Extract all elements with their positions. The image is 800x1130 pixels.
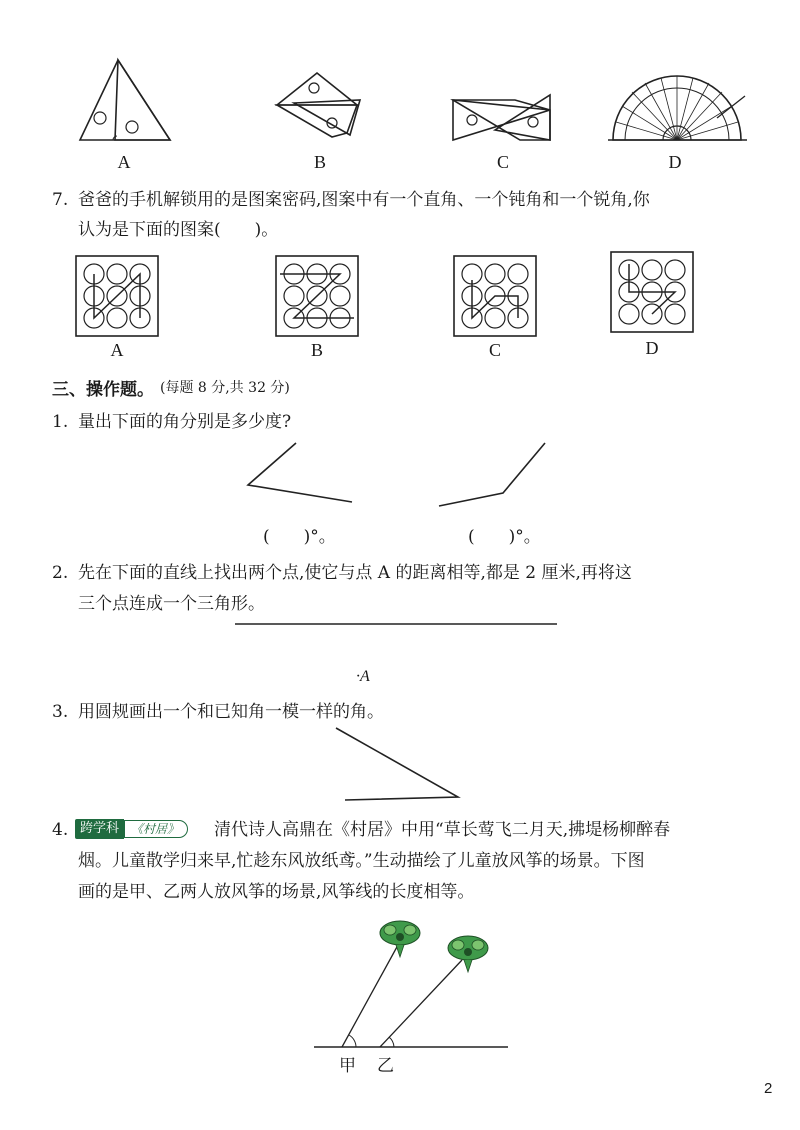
q1-text: 量出下面的角分别是多少度?: [78, 412, 292, 432]
q7-option-d[interactable]: D: [645, 338, 659, 358]
q7-line2: 认为是下面的图案( )。: [78, 220, 279, 240]
q7-option-a[interactable]: A: [110, 340, 124, 360]
q1-number: 1.: [52, 412, 69, 432]
q2-line2: 三个点连成一个三角形。: [78, 594, 265, 614]
q4-line3: 画的是甲、乙两人放风筝的场景,风筝线的长度相等。: [78, 882, 475, 902]
q4-number: 4.: [52, 820, 69, 840]
q7-pattern-c: [453, 255, 538, 337]
q7-pattern-b: [275, 255, 360, 337]
q4-line2: 烟。儿童散学归来早,忙趁东风放纸鸢。”生动描绘了儿童放风筝的场景。下图: [78, 851, 645, 871]
q2-line1: 先在下面的直线上找出两个点,使它与点 A 的距离相等,都是 2 厘米,再将这: [78, 563, 632, 583]
q2-straight-line[interactable]: [235, 622, 560, 626]
q4-label-yi: 乙: [377, 1056, 394, 1076]
q6-option-b[interactable]: B: [313, 152, 326, 172]
q4-tag: [75, 819, 188, 839]
q4-line1: 清代诗人高鼎在《村居》中用“草长莺飞二月天,拂堤杨柳醉春: [214, 820, 671, 840]
q4-label-jia: 甲: [339, 1056, 356, 1076]
q1-angle-2: [435, 440, 555, 510]
q4-kite-figure: [300, 915, 520, 1055]
kite-icon: [448, 936, 488, 972]
section3-title: 三、操作题。: [52, 380, 154, 400]
q6-option-c[interactable]: C: [496, 152, 509, 172]
page-number: 2: [764, 1080, 773, 1097]
q6-figure-c: [450, 70, 560, 150]
section3-score-note: (每题 8 分,共 32 分): [160, 380, 290, 396]
q1-answer-1[interactable]: ( )°。: [263, 527, 336, 547]
q1-answer-2[interactable]: ( )°。: [468, 527, 541, 547]
kite-icon: [380, 921, 420, 957]
q7-option-c[interactable]: C: [488, 340, 501, 360]
q1-angle-1: [240, 440, 360, 510]
q3-given-angle: [330, 725, 465, 805]
q3-number: 3.: [52, 702, 69, 722]
q7-line1: 爸爸的手机解锁用的是图案密码,图案中有一个直角、一个钝角和一个锐角,你: [78, 190, 650, 210]
q7-number: 7.: [52, 190, 69, 210]
q4-tag-poem: 《村居》: [124, 820, 188, 838]
q2-point-a[interactable]: ·A: [356, 668, 370, 685]
q7-pattern-a: [75, 255, 160, 337]
q6-figure-b: [272, 65, 372, 145]
q6-option-d[interactable]: D: [668, 152, 682, 172]
q6-option-a[interactable]: A: [117, 152, 131, 172]
q3-text: 用圆规画出一个和已知角一模一样的角。: [78, 702, 384, 722]
q4-tag-subject: 跨学科: [75, 819, 124, 839]
q2-number: 2.: [52, 563, 69, 583]
q7-option-b[interactable]: B: [310, 340, 323, 360]
q7-pattern-d: [610, 251, 695, 333]
q6-figure-a: [70, 55, 180, 155]
protractor-icon: [605, 68, 750, 148]
